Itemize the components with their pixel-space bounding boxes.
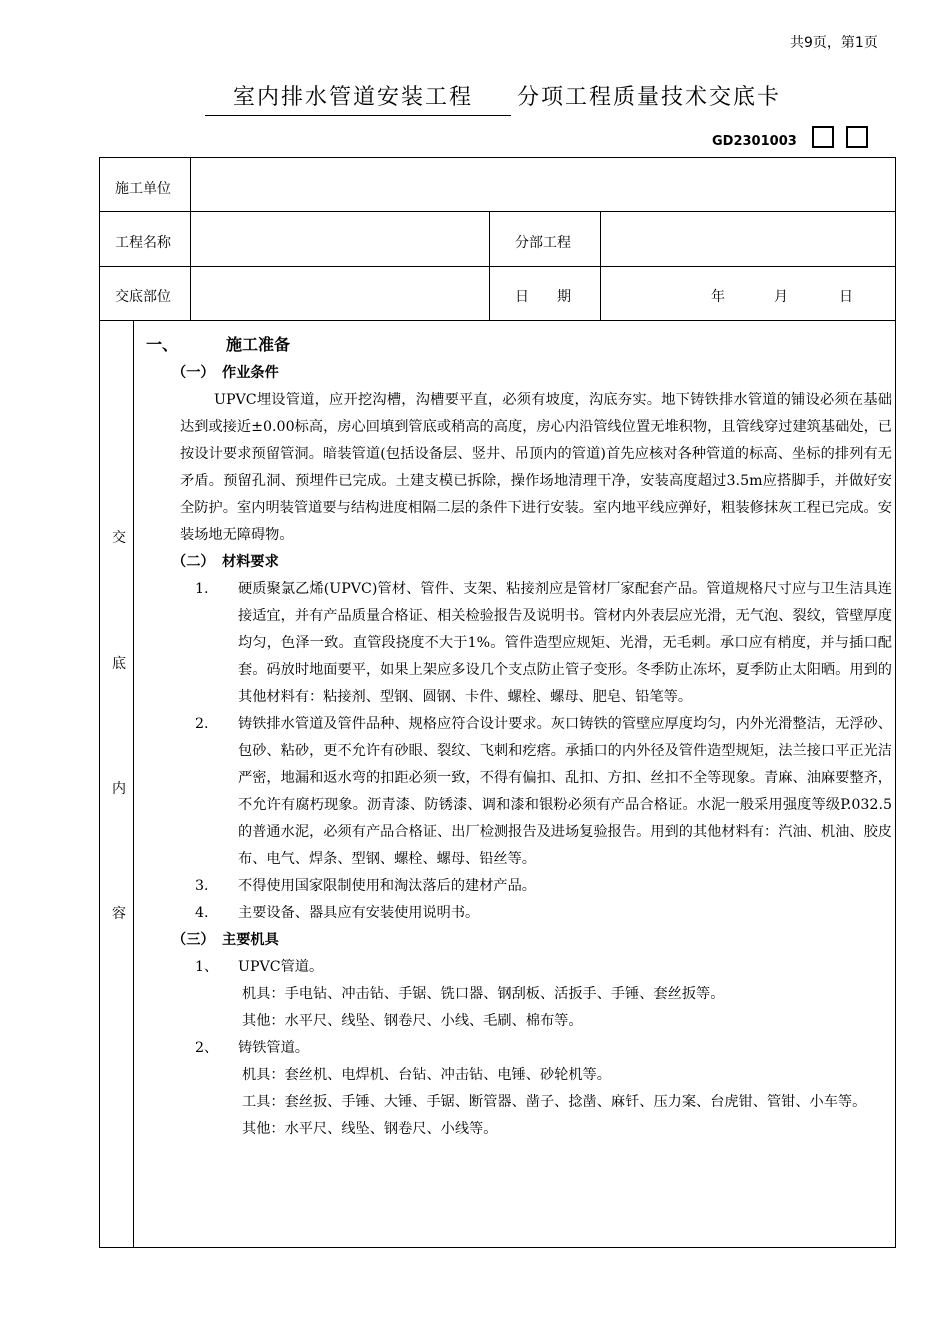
checkbox-2[interactable] xyxy=(846,126,868,148)
date-label: 日 期 xyxy=(515,289,571,305)
checkbox-1[interactable] xyxy=(812,126,834,148)
subsection-heading: （二） 材料要求 xyxy=(172,554,279,570)
row-divider xyxy=(100,211,895,212)
subsection-heading: （三） 主要机具 xyxy=(172,932,279,948)
date-year[interactable]: 年 xyxy=(711,289,725,305)
project-name-label: 工程名称 xyxy=(115,235,171,251)
col-divider xyxy=(600,211,601,320)
subsection-heading: （一） 作业条件 xyxy=(172,365,279,381)
project-name-field[interactable] xyxy=(200,232,480,252)
tool-line: 工具：套丝扳、手锤、大锤、手锯、断管器、凿子、捻凿、麻钎、压力案、台虎钳、管钳、小车等。 xyxy=(242,1094,867,1110)
briefing-content xyxy=(146,330,892,1143)
briefing-part-label: 交底部位 xyxy=(115,289,171,305)
date-month[interactable]: 月 xyxy=(774,289,788,305)
list-item: 2. 铸铁排水管道及管件品种、规格应符合设计要求。灰口铸铁的管壁应厚度均匀，内外光滑整洁，无浮砂、包砂、粘砂，更不允许有砂眼、裂纹、飞刺和疙瘩。承插口的内外径及管件造型规矩，法兰接口平正光洁严密，地漏和返水弯的扣距必须一致，不得有偏扣、乱扣、方扣、丝扣不全等现象。青麻、油麻要整齐，不允许有腐朽现象。沥青漆、防锈漆、调和漆和银粉必须有产品合格证。水泥一般采用强度等级P.032.5的普通水泥，必须有产品合格证、出厂检测报告及进场复验报告。用到的其他材料有：汽油、机油、胶皮布、电气、焊条、型钢、螺栓、螺母、铅丝等。 xyxy=(195,716,892,867)
page-title xyxy=(205,80,781,116)
row-divider xyxy=(100,266,895,267)
list-item: 1. 硬质聚氯乙烯(UPVC)管材、管件、支架、粘接剂应是管材厂家配套产品。管道规格尺寸应与卫生洁具连接适宜，并有产品质量合格证、相关检验报告及说明书。管材内外表层应光滑，无气泡、裂纹，管壁厚度均匀，色泽一致。直管段挠度不大于1%。管件造型应规矩、光滑，无毛刺。承口应有梢度，并与插口配套。码放时地面要平，如果上架应多设几个支点防止管子变形。冬季防止冻坏，夏季防止太阳晒。用到的其他材料有：粘接剂、型钢、圆钢、卡件、螺栓、螺母、肥皂、铅笔等。 xyxy=(195,581,892,705)
tool-line: 其他：水平尺、线坠、钢卷尺、小线、毛刷、棉布等。 xyxy=(242,1013,583,1029)
list-item: 4. 主要设备、器具应有安装使用说明书。 xyxy=(195,905,480,921)
work-conditions-text: UPVC埋设管道，应开挖沟槽，沟槽要平直，必须有坡度，沟底夯实。地下铸铁排水管道的铺设必须在基础达到或接近±0.00标高，房心回填到管底或稍高的高度，房心内沿管线位置无堆积物，且管线穿过建筑基础处，已按设计要求预留管洞。暗装管道(包括设备层、竖井、吊顶内的管道)首先应核对各种管道的标高、坐标的排列有无矛盾。预留孔洞、预埋件已完成。土建支模已拆除，操作场地清理干净，安装高度超过3.5m应搭脚手，并做好安全防护。室内明装管道要与结构进度相隔二层的条件下进行安装。室内地平线应弹好，粗装修抹灰工程已完成。安装场地无障碍物。 xyxy=(180,392,892,543)
tool-group-iron: 2、 铸铁管道。 xyxy=(195,1040,309,1056)
col-divider xyxy=(133,320,134,1248)
side-char-rong: 容 xyxy=(112,906,126,922)
side-char-jiao: 交 xyxy=(112,530,126,546)
sub-project-label: 分部工程 xyxy=(515,235,571,251)
card-title: 分项工程质量技术交底卡 xyxy=(517,85,782,110)
col-divider xyxy=(190,158,191,320)
page-info: 共9页，第1页 xyxy=(790,35,878,51)
section-heading: 一、 施工准备 xyxy=(146,335,291,354)
document-code: GD2301003 xyxy=(712,134,797,149)
project-title: 室内排水管道安装工程 xyxy=(205,80,511,116)
side-char-nei: 内 xyxy=(112,781,126,797)
briefing-part-field[interactable] xyxy=(200,286,480,306)
sub-project-field[interactable] xyxy=(610,232,880,252)
tool-line: 机具：套丝机、电焊机、台钻、冲击钻、电锤、砂轮机等。 xyxy=(242,1067,611,1083)
tool-group-upvc: 1、 UPVC管道。 xyxy=(195,959,324,975)
tool-line: 其他：水平尺、线坠、钢卷尺、小线等。 xyxy=(242,1121,498,1137)
tool-line: 机具：手电钻、冲击钻、手锯、铣口器、钢刮板、活扳手、手锤、套丝扳等。 xyxy=(242,986,725,1002)
date-day[interactable]: 日 xyxy=(839,289,853,305)
construction-unit-field[interactable] xyxy=(200,178,880,198)
row-divider xyxy=(100,320,895,321)
construction-unit-label: 施工单位 xyxy=(115,181,171,197)
list-item: 3. 不得使用国家限制使用和淘汰落后的建材产品。 xyxy=(195,878,536,894)
col-divider xyxy=(489,211,490,320)
side-char-di: 底 xyxy=(112,656,126,672)
